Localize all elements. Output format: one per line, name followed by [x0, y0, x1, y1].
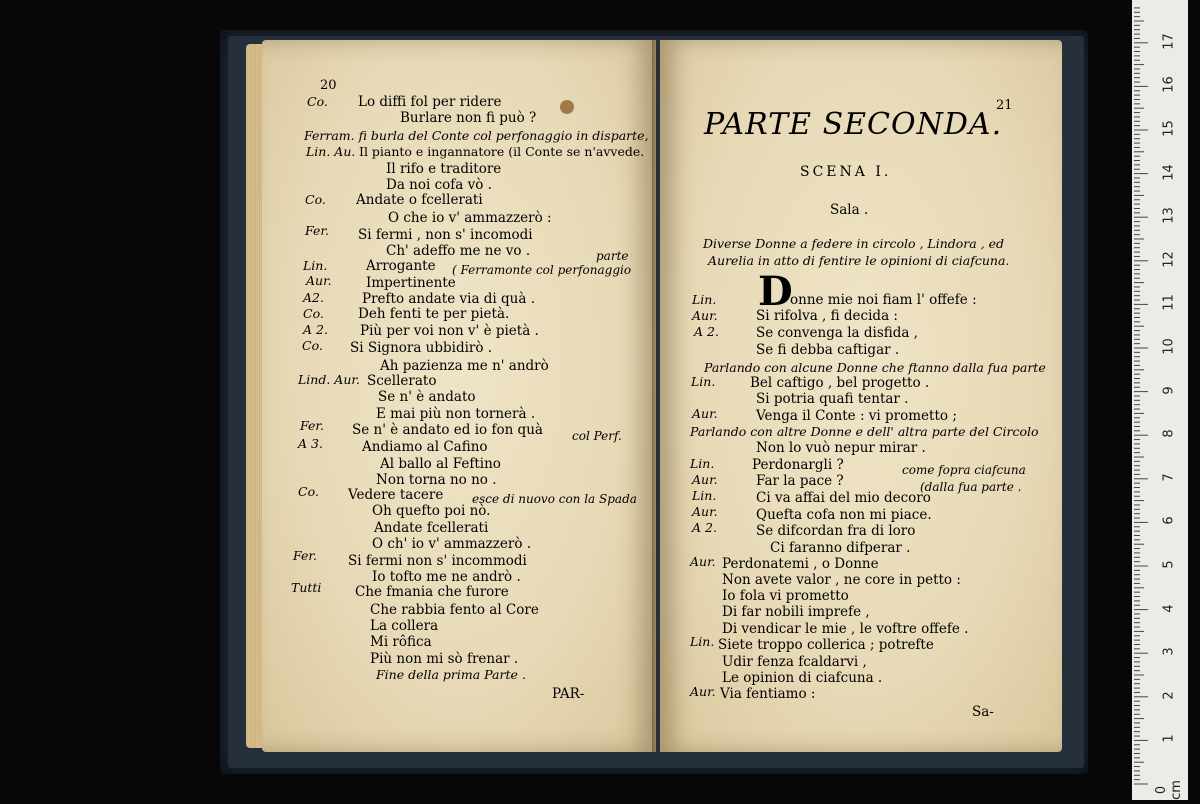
- ruler-ticks: [1132, 0, 1188, 800]
- stage-direction: col Perf.: [572, 429, 622, 443]
- stage-direction: Diverse Donne a federe in circolo , Lindora , ed: [703, 236, 1005, 251]
- verse-line: Più per voi non v' è pietà .: [360, 323, 539, 339]
- speaker-label: A 2.: [694, 324, 719, 339]
- speaker-label: A2.: [303, 290, 324, 305]
- verse-line: Siete troppo collerica ; potrefte: [718, 637, 934, 653]
- ruler-number: 6: [1161, 516, 1177, 526]
- catchword-right: Sa-: [972, 704, 994, 720]
- verse-line: Via fentiamo :: [720, 686, 816, 702]
- verse-line: Ch' adeffo me ne vo .: [386, 243, 531, 259]
- verse-line: Burlare non fi può ?: [400, 110, 537, 126]
- ruler-number: 2: [1161, 691, 1177, 700]
- speaker-label: Lin.: [303, 258, 328, 273]
- ruler-number: 14: [1161, 163, 1177, 181]
- speaker-label: Lin.: [691, 374, 716, 389]
- verse-line: Impertinente: [366, 275, 456, 291]
- verse-line: La collera: [370, 618, 439, 634]
- verse-line: Al ballo al Feftino: [380, 456, 501, 472]
- page-number-right: 21: [996, 98, 1013, 113]
- ruler-number: 3: [1161, 647, 1177, 656]
- verse-line: Che fmania che furore: [355, 584, 509, 600]
- measurement-ruler: [1132, 0, 1188, 800]
- verse-line: Venga il Conte : vi prometto ;: [756, 408, 957, 424]
- verse-line: Andiamo al Cafino: [362, 439, 488, 455]
- verse-line: Andate o fcellerati: [356, 192, 483, 208]
- verse-line: Ci va affai del mio decoro: [756, 490, 931, 506]
- stage-direction: Aurelia in atto di fentire le opinioni di ciafcuna.: [708, 253, 1010, 268]
- stage-direction: Fine della prima Parte .: [376, 667, 526, 682]
- stage-direction: esce di nuovo con la Spada: [472, 492, 637, 506]
- ruler-number: 9: [1161, 385, 1177, 395]
- ruler-number: 16: [1161, 76, 1177, 94]
- verse-line: Di far nobili imprefe ,: [722, 604, 870, 620]
- speaker-label: Co.: [298, 484, 319, 499]
- verse-line: Vedere tacere: [348, 487, 444, 503]
- ruler-number: 0 cm: [1154, 780, 1184, 800]
- stage-direction: parte: [596, 249, 629, 263]
- verse-line: Si fermi , non s' incomodi: [358, 227, 533, 243]
- verse-line: Se n' è andato ed io fon quà: [352, 422, 543, 438]
- ruler-number: 1: [1161, 734, 1177, 744]
- speaker-label: Aur.: [692, 406, 718, 421]
- speaker-label: Lin.: [692, 488, 717, 503]
- speaker-label: Fer.: [300, 418, 324, 433]
- verse-line: Se fi debba caftigar .: [756, 342, 900, 358]
- ruler-number: 7: [1161, 473, 1177, 482]
- verse-line: E mai più non tornerà .: [376, 406, 536, 422]
- ruler-number: 13: [1161, 207, 1177, 224]
- ruler-number: 15: [1161, 120, 1177, 137]
- verse-line: Bel caftigo , bel progetto .: [750, 375, 930, 391]
- verse-line: Perdonargli ?: [752, 457, 844, 473]
- speaker-label: Lind. Aur.: [298, 372, 360, 387]
- verse-line: Se difcordan fra di loro: [756, 523, 916, 539]
- page-number-left: 20: [320, 78, 337, 93]
- speaker-label: A 2.: [303, 322, 328, 337]
- speaker-label: Aur.: [306, 273, 332, 288]
- verse-line: Se convenga la disfida ,: [756, 325, 919, 341]
- verse-line: Non lo vuò nepur mirar .: [756, 440, 926, 456]
- verse-line: Se n' è andato: [378, 389, 476, 405]
- speaker-label: Lin.: [690, 634, 715, 649]
- speaker-label: Lin.: [690, 456, 715, 471]
- speaker-label: Aur.: [690, 684, 716, 699]
- scene-setting: Sala .: [830, 202, 869, 218]
- ruler-number: 8: [1161, 429, 1177, 438]
- verse-line: Da noi cofa vò .: [386, 177, 492, 193]
- stage-direction: Parlando con altre Donne e dell' altra parte del Circolo: [690, 424, 1039, 439]
- speaker-label: Co.: [303, 306, 324, 321]
- verse-line: Si rifolva , fi decida :: [756, 308, 898, 324]
- verse-line: Più non mi sò frenar .: [370, 651, 519, 667]
- verse-line: Deh fenti te per pietà.: [358, 306, 510, 322]
- verse-line: Andate fcellerati: [374, 520, 489, 536]
- ruler-number: 5: [1161, 560, 1177, 569]
- speaker-label: Aur.: [690, 554, 716, 569]
- ink-stain: [560, 100, 574, 114]
- drop-capital: D: [758, 268, 793, 315]
- speaker-label: Lin.: [692, 292, 717, 307]
- verse-line: Di vendicar le mie , le voftre offefe .: [722, 621, 969, 637]
- ruler-number: 11: [1161, 294, 1177, 312]
- verse-line: Perdonatemi , o Donne: [722, 556, 879, 572]
- ruler-number: 17: [1161, 33, 1177, 50]
- speaker-label: Fer.: [293, 548, 317, 563]
- verse-line: O che io v' ammazzerò :: [388, 210, 552, 226]
- verse-line: Le opinion di ciafcuna .: [722, 670, 883, 686]
- catchword-left: PAR-: [552, 686, 585, 702]
- ruler-number: 10: [1161, 338, 1177, 355]
- verse-line: Non torna no no .: [376, 472, 497, 488]
- speaker-label: Co.: [307, 94, 328, 109]
- verse-line: Io fola vi prometto: [722, 588, 849, 604]
- verse-line: Far la pace ?: [756, 473, 844, 489]
- speaker-label: Co.: [302, 338, 323, 353]
- verse-line: Quefta cofa non mi piace.: [756, 507, 932, 523]
- part-title: PARTE SECONDA.: [704, 107, 1003, 142]
- verse-line: Prefto andate via di quà .: [362, 291, 536, 307]
- speaker-label: Aur.: [692, 472, 718, 487]
- speaker-label: A 2.: [692, 520, 717, 535]
- verse-line: Si Signora ubbidirò .: [350, 340, 493, 356]
- speaker-label: Aur.: [692, 504, 718, 519]
- speaker-label: A 3.: [298, 436, 323, 451]
- verse-line: Il pianto e ingannatore (il Conte se n'avvede.: [359, 144, 645, 159]
- verse-line: Ah pazienza me n' andrò: [380, 358, 549, 374]
- verse-line: O ch' io v' ammazzerò .: [372, 536, 532, 552]
- speaker-label: Lin. Au.: [306, 144, 356, 159]
- verse-line: Io tofto me ne andrò .: [372, 569, 521, 585]
- stage-direction: Parlando con alcune Donne che ftanno dalla fua parte: [704, 360, 1046, 375]
- stage-direction: ( Ferramonte col perfonaggio: [452, 263, 632, 277]
- verse-line: Si fermi non s' incommodi: [348, 553, 527, 569]
- verse-line: Si potria quafi tentar .: [756, 391, 909, 407]
- speaker-label: Aur.: [692, 308, 718, 323]
- verse-line: onne mie noi fiam l' offefe :: [790, 292, 977, 308]
- speaker-label: Tutti: [291, 580, 322, 595]
- speaker-label: Co.: [305, 192, 326, 207]
- stage-direction: come fopra ciafcuna: [902, 463, 1026, 477]
- verse-line: Scellerato: [367, 373, 437, 389]
- verse-line: Lo diffi fol per ridere: [358, 94, 502, 110]
- verse-line: Non avete valor , ne core in petto :: [722, 572, 961, 588]
- verse-line: Oh quefto poi nò.: [372, 503, 491, 519]
- stage-direction: Ferram. fi burla del Conte col perfonaggio in disparte,: [304, 128, 649, 143]
- verse-line: Mi rôfica: [370, 634, 432, 650]
- scene-heading: SCENA I.: [800, 164, 892, 180]
- ruler-number: 4: [1161, 603, 1177, 613]
- verse-line: Arrogante: [366, 258, 436, 274]
- speaker-label: Fer.: [305, 223, 329, 238]
- verse-line: Il rifo e traditore: [386, 161, 502, 177]
- verse-line: Che rabbia fento al Core: [370, 602, 539, 618]
- verse-line: Udir fenza fcaldarvi ,: [722, 654, 867, 670]
- ruler-number: 12: [1161, 251, 1177, 268]
- stage-direction: (dalla fua parte .: [920, 480, 1022, 494]
- verse-line: Ci faranno difperar .: [770, 540, 911, 556]
